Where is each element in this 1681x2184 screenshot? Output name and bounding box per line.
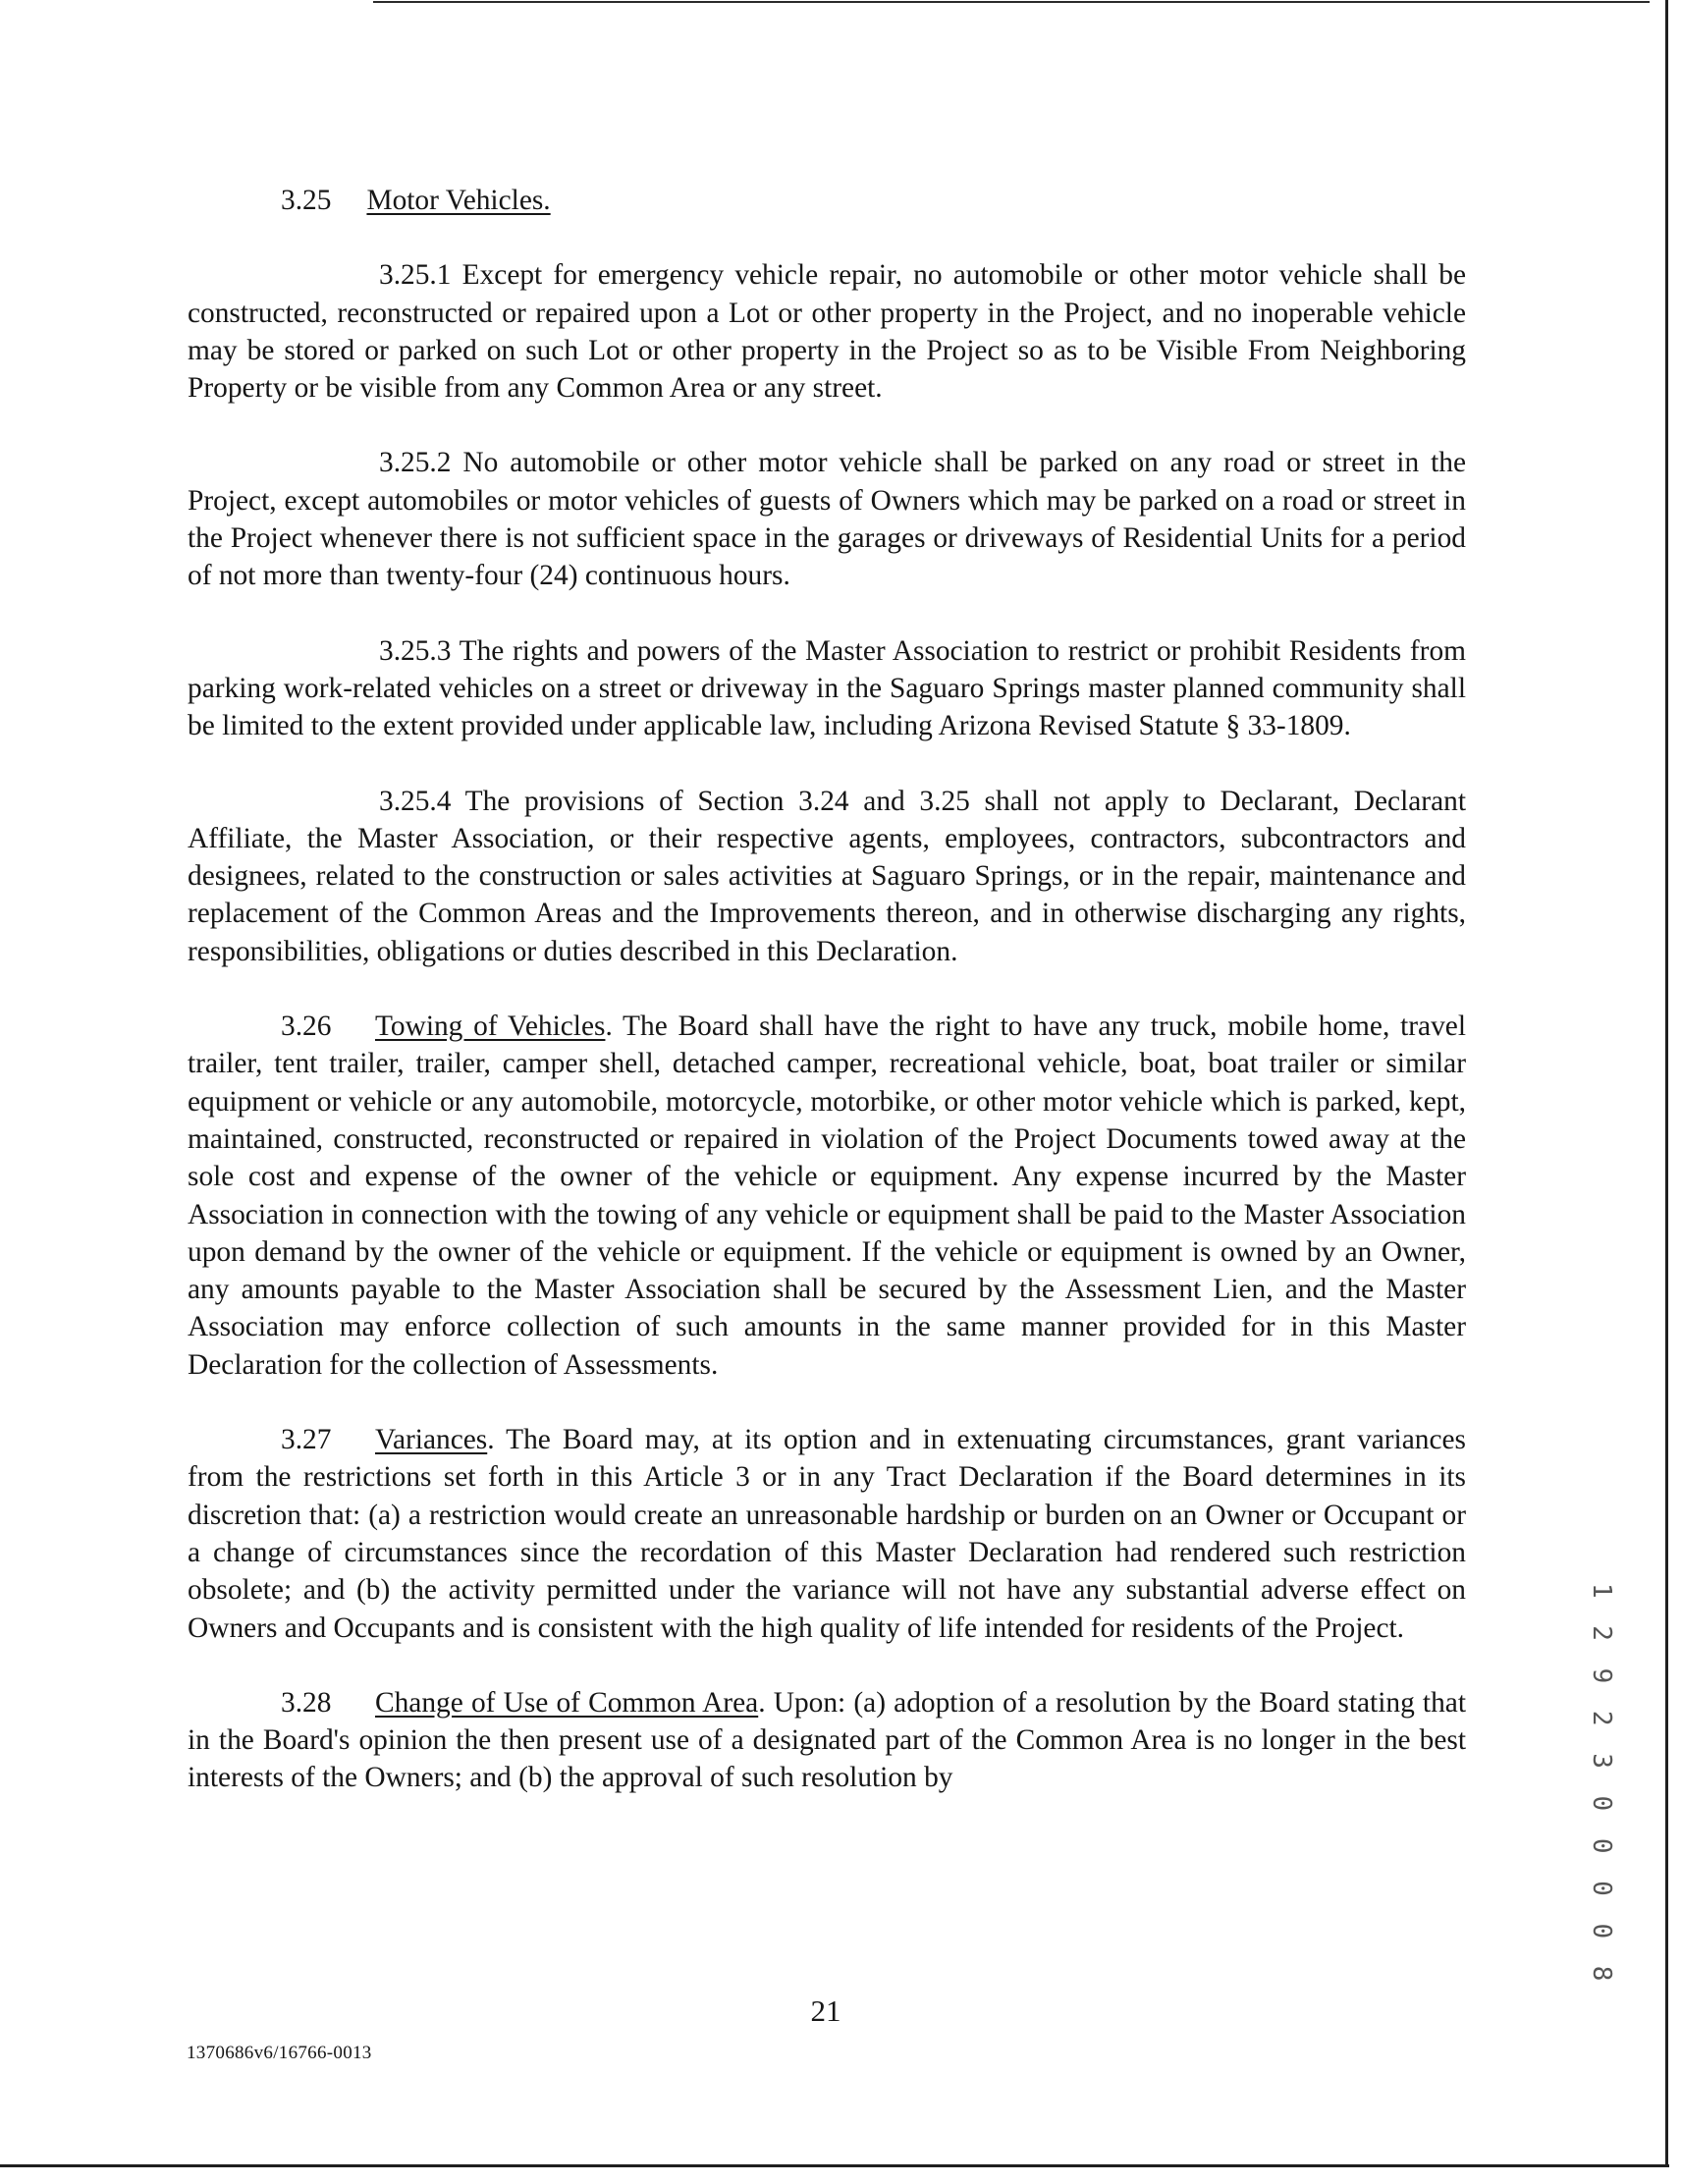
section-title: Motor Vehicles. [366,185,551,216]
section-title: Change of Use of Common Area [375,1686,759,1719]
paragraph-3-25-1: 3.25.1 Except for emergency vehicle repair, no automobile or other motor vehicle shall be constructed, reconstructed or repaired upon a Lot or other property in the Project, and no inoperable vehicle may be stored or parked on such Lot or other property in the Project so as to be Visible From Neighboring Property or be visible from any Common Area or any street. [188,259,1466,405]
section-3-28 [188,1684,1466,1797]
section-number: 3.28 [281,1686,332,1719]
section-title: Towing of Vehicles [375,1010,606,1043]
paragraph-3-25-4: 3.25.4 The provisions of Section 3.24 and 3.25 shall not apply to Declarant, Declarant Affiliate, the Master Association, or their respective agents, employees, contractors, subcontractors and designees, related to the construction or sales activities at Saguaro Springs, or in the repair, maintenance and replacement of the Common Areas and the Improvements thereon, and in otherwise discharging any rights, responsibilities, obligations or duties described in this Declaration. [188,785,1466,967]
paragraph-3-25-2: 3.25.2 No automobile or other motor vehicle shall be parked on any road or street in the Project, except automobiles or motor vehicles of guests of Owners which may be parked on a road or street in the Project whenever there is not sufficient space in the garages or driveways of Residential Units for a period of not more than twenty-four (24) continuous hours. [188,447,1466,592]
document-id: 1370686v6/16766-0013 [187,2043,372,2063]
section-number: 3.25 [281,185,332,216]
section-title: Variances [375,1424,488,1456]
bottom-scan-border [0,2164,1669,2167]
section-3-27 [188,1421,1466,1647]
section-text: . Upon: (a) adoption of a resolution by the Board stating that in the Board's opinion the then present use of a designated part of the Common Area is no longer in the best interests of the Owners; and (b) the approval of such resolution by [188,1686,1466,1794]
right-scan-border [1665,0,1668,2165]
section-number: 3.26 [281,1010,332,1043]
top-scan-rule [373,1,1650,3]
section-3-25-heading [188,182,1466,219]
section-text: . The Board may, at its option and in extenuating circumstances, grant variances from the restrictions set forth in this Article 3 or in any Tract Declaration if the Board determines in its discretion that: (a) a restriction would create an unreasonable hardship or burden on an Owner or Occupant or a change of circumstances since the recordation of this Master Declaration had rendered such restriction obsolete; and (b) the activity permitted under the variance will not have any substantial adverse effect on Owners and Occupants and is consistent with the high quality of life intended for residents of the Project. [188,1424,1466,1644]
section-3-26 [188,1008,1466,1384]
paragraph-3-25-3: 3.25.3 The rights and powers of the Master Association to restrict or prohibit Residents from parking work-related vehicles on a street or driveway in the Saguaro Springs master planned community shall be limited to the extent provided under applicable law, including Arizona Revised Statute § 33-1809. [188,634,1466,742]
page-number: 21 [810,1993,841,2028]
section-text: . The Board shall have the right to have any truck, mobile home, travel trailer, tent trailer, trailer, camper shell, detached camper, recreational vehicle, boat, boat trailer or similar equipment or vehicle or any automobile, motorcycle, motorbike, or other motor vehicle which is parked, kept, maintained, constructed, reconstructed or repaired in violation of the Project Documents towed away at the sole cost and expense of the owner of the vehicle or equipment. Any expense incurred by the Master Association in connection with the towing of any vehicle or equipment shall be paid to the Master Association upon demand by the owner of the vehicle or equipment. If the vehicle or equipment is owned by an Owner, any amounts payable to the Master Association shall be secured by the Assessment Lien, and the Master Association may enforce collection of such amounts in the same manner provided for in this Master Declaration for the collection of Assessments. [188,1010,1466,1381]
recording-stamp: 1 2 9 2 3 0 0 0 0 8 [1587,1583,1616,1988]
section-number: 3.27 [281,1424,332,1456]
document-body [188,182,1466,1797]
